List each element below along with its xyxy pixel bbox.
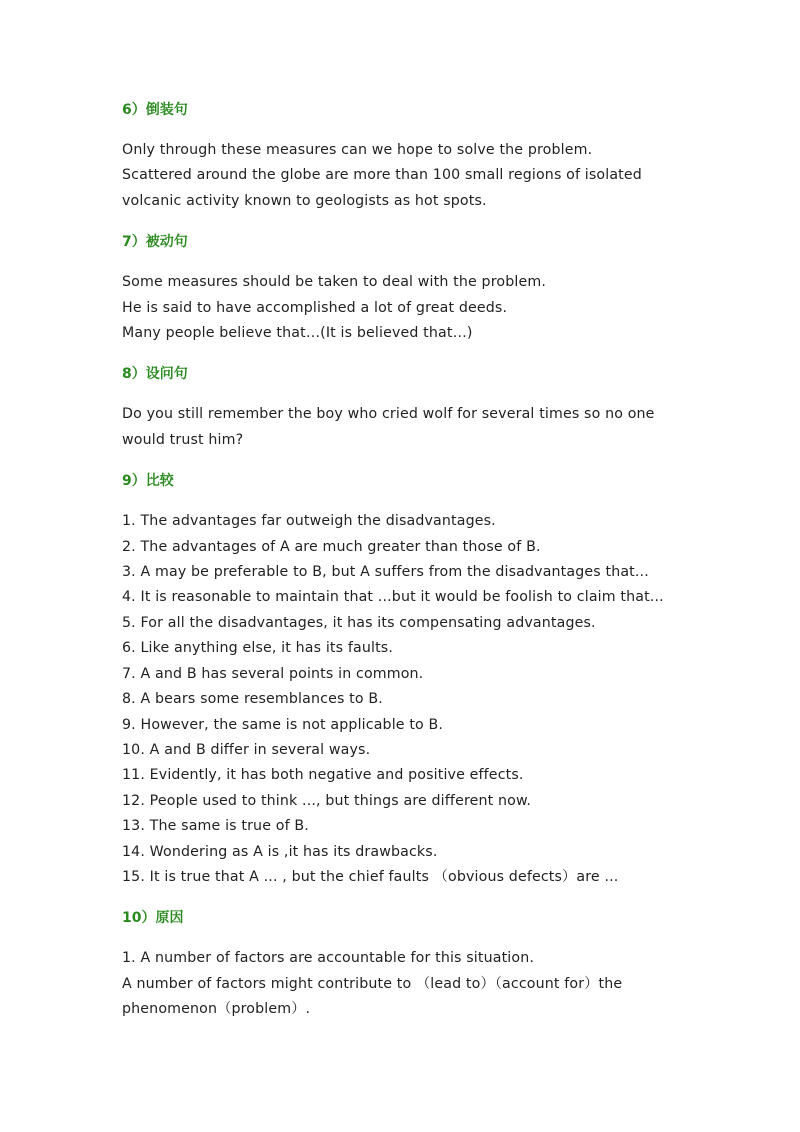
- list-item: 7. A and B has several points in common.: [122, 665, 424, 682]
- section-heading-passive: 7）被动句: [122, 234, 188, 251]
- text-line: Only through these measures can we hope to solve the problem.: [122, 142, 593, 158]
- text-line: Do you still remember the boy who cried wolf for several times so no one: [122, 406, 655, 423]
- list-item: 6. Like anything else, it has its faults.: [122, 640, 393, 657]
- list-item: 13. The same is true of B.: [122, 818, 309, 835]
- list-item: 5. For all the disadvantages, it has its compensating advantages.: [122, 614, 596, 631]
- list-item: 11. Evidently, it has both negative and positive effects.: [122, 767, 524, 784]
- section-heading-inversion: 6）倒装句: [122, 102, 188, 118]
- list-item: 9. However, the same is not applicable to B.: [122, 716, 444, 733]
- text-line: would trust him?: [122, 431, 244, 448]
- document-body: [122, 98, 722, 1023]
- list-item: 15. It is true that A ... , but the chief faults （obvious defects）are ...: [122, 868, 619, 885]
- list-item: 4. It is reasonable to maintain that ...but it would be foolish to claim that...: [122, 589, 664, 606]
- list-item: 10. A and B differ in several ways.: [122, 741, 371, 758]
- text-line: He is said to have accomplished a lot of great deeds.: [122, 299, 508, 316]
- text-line: volcanic activity known to geologists as hot spots.: [122, 192, 487, 209]
- section-heading-comparison: 9）比较: [122, 473, 174, 490]
- text-line: Scattered around the globe are more than 100 small regions of isolated: [122, 167, 642, 184]
- text-line: Some measures should be taken to deal with the problem.: [122, 274, 546, 291]
- text-line: 1. A number of factors are accountable for this situation.: [122, 950, 535, 967]
- list-item: 3. A may be preferable to B, but A suffers from the disadvantages that...: [122, 564, 649, 581]
- section-heading-rhetorical-question: 8）设问句: [122, 366, 188, 383]
- text-line: Many people believe that…(It is believed that…): [122, 325, 473, 342]
- list-item: 1. The advantages far outweigh the disadvantages.: [122, 513, 496, 530]
- list-item: 8. A bears some resemblances to B.: [122, 691, 383, 708]
- list-item: 2. The advantages of A are much greater than those of B.: [122, 538, 541, 555]
- list-item: 12. People used to think ..., but things are different now.: [122, 792, 532, 809]
- text-line: A number of factors might contribute to （lead to）（account for）the: [122, 975, 623, 992]
- text-line: phenomenon（problem）.: [122, 1001, 311, 1018]
- list-item: 14. Wondering as A is ,it has its drawbacks.: [122, 843, 438, 860]
- section-heading-causes: 10）原因: [122, 910, 184, 927]
